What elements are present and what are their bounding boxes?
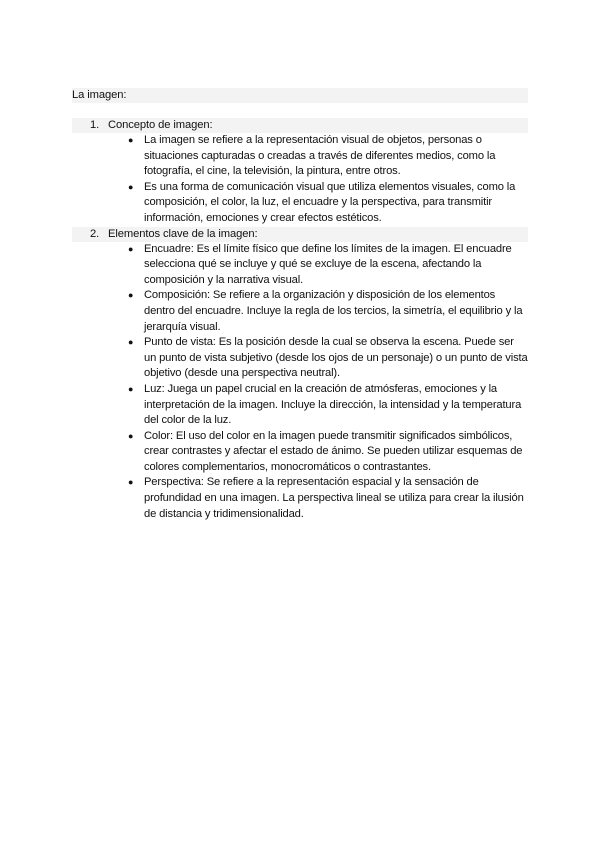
bullet-icon: ●: [128, 135, 134, 145]
bullet-text: Punto de vista: Es la posición desde la cual se observa la escena. Puede ser un punto de vista subjetivo (desde los ojos de un personaje) o un punto de vista objetivo (desde una perspectiva neutral).: [144, 336, 528, 380]
bullet-icon: ●: [128, 290, 134, 301]
bullet-item-color: [72, 429, 528, 476]
section-number: 2.: [90, 227, 100, 240]
bullet-item-encuadre: [72, 242, 528, 289]
section-title: Elementos clave de la imagen:: [108, 227, 258, 240]
bullet-item-composicion: [72, 288, 528, 335]
document-heading: La imagen:: [72, 88, 528, 103]
bullet-icon: ●: [128, 430, 134, 441]
bullet-text: Encuadre: Es el límite físico que define los límites de la imagen. El encuadre selecciona qué se incluye y qué se excluye de la escena, afectando la composición y la narrativa visual.: [144, 242, 512, 286]
bullet-text: Es una forma de comunicación visual que utiliza elementos visuales, como la composición, el color, la luz, el encuadre y la perspectiva, para transmitir información, emociones y crear efectos estéticos.: [144, 180, 516, 224]
section-number: 1.: [90, 119, 100, 131]
bullet-icon: ●: [128, 477, 134, 488]
bullet-item: [72, 133, 528, 180]
bullet-icon: ●: [128, 383, 134, 394]
section-list: [72, 118, 528, 522]
bullet-item-luz: [72, 382, 528, 429]
bullet-item-punto-de-vista: [72, 335, 528, 382]
bullet-text: Perspectiva: Se refiere a la representación espacial y la sensación de profundidad en una imagen. La perspectiva lineal se utiliza para crear la ilusión de distancia y tridimensionalidad.: [144, 476, 524, 520]
section-elementos: [72, 227, 528, 523]
bullet-list: [72, 133, 528, 227]
bullet-icon: ●: [128, 337, 134, 348]
section-title-row: [72, 118, 528, 133]
bullet-icon: ●: [128, 243, 134, 254]
bullet-item: [72, 180, 528, 227]
bullet-text: Luz: Juega un papel crucial en la creación de atmósferas, emociones y la interpretación de la imagen. Incluye la dirección, la intensidad y la temperatura del color de la luz.: [144, 382, 522, 427]
bullet-list: [72, 242, 528, 523]
section-concepto: [72, 118, 528, 227]
section-title: Concepto de imagen:: [108, 119, 213, 131]
bullet-text: La imagen se refiere a la representación visual de objetos, personas o situaciones capturadas o creadas a través de diferentes medios, como la fotografía, el cine, la televisión, la pintura, entre otros.: [144, 134, 496, 178]
bullet-text: Composición: Se refiere a la organización y disposición de los elementos dentro del encuadre. Incluye la regla de los tercios, la simetría, el equilibrio y la jerarquía visual.: [144, 289, 523, 333]
bullet-text: Color: El uso del color en la imagen puede transmitir significados simbólicos, crear contrastes y afectar el estado de ánimo. Se pueden utilizar esquemas de colores complementarios, monocromáticos o contrastantes.: [144, 429, 523, 473]
bullet-icon: ●: [128, 181, 134, 192]
section-title-row: [72, 227, 528, 242]
bullet-item-perspectiva: [72, 475, 528, 522]
